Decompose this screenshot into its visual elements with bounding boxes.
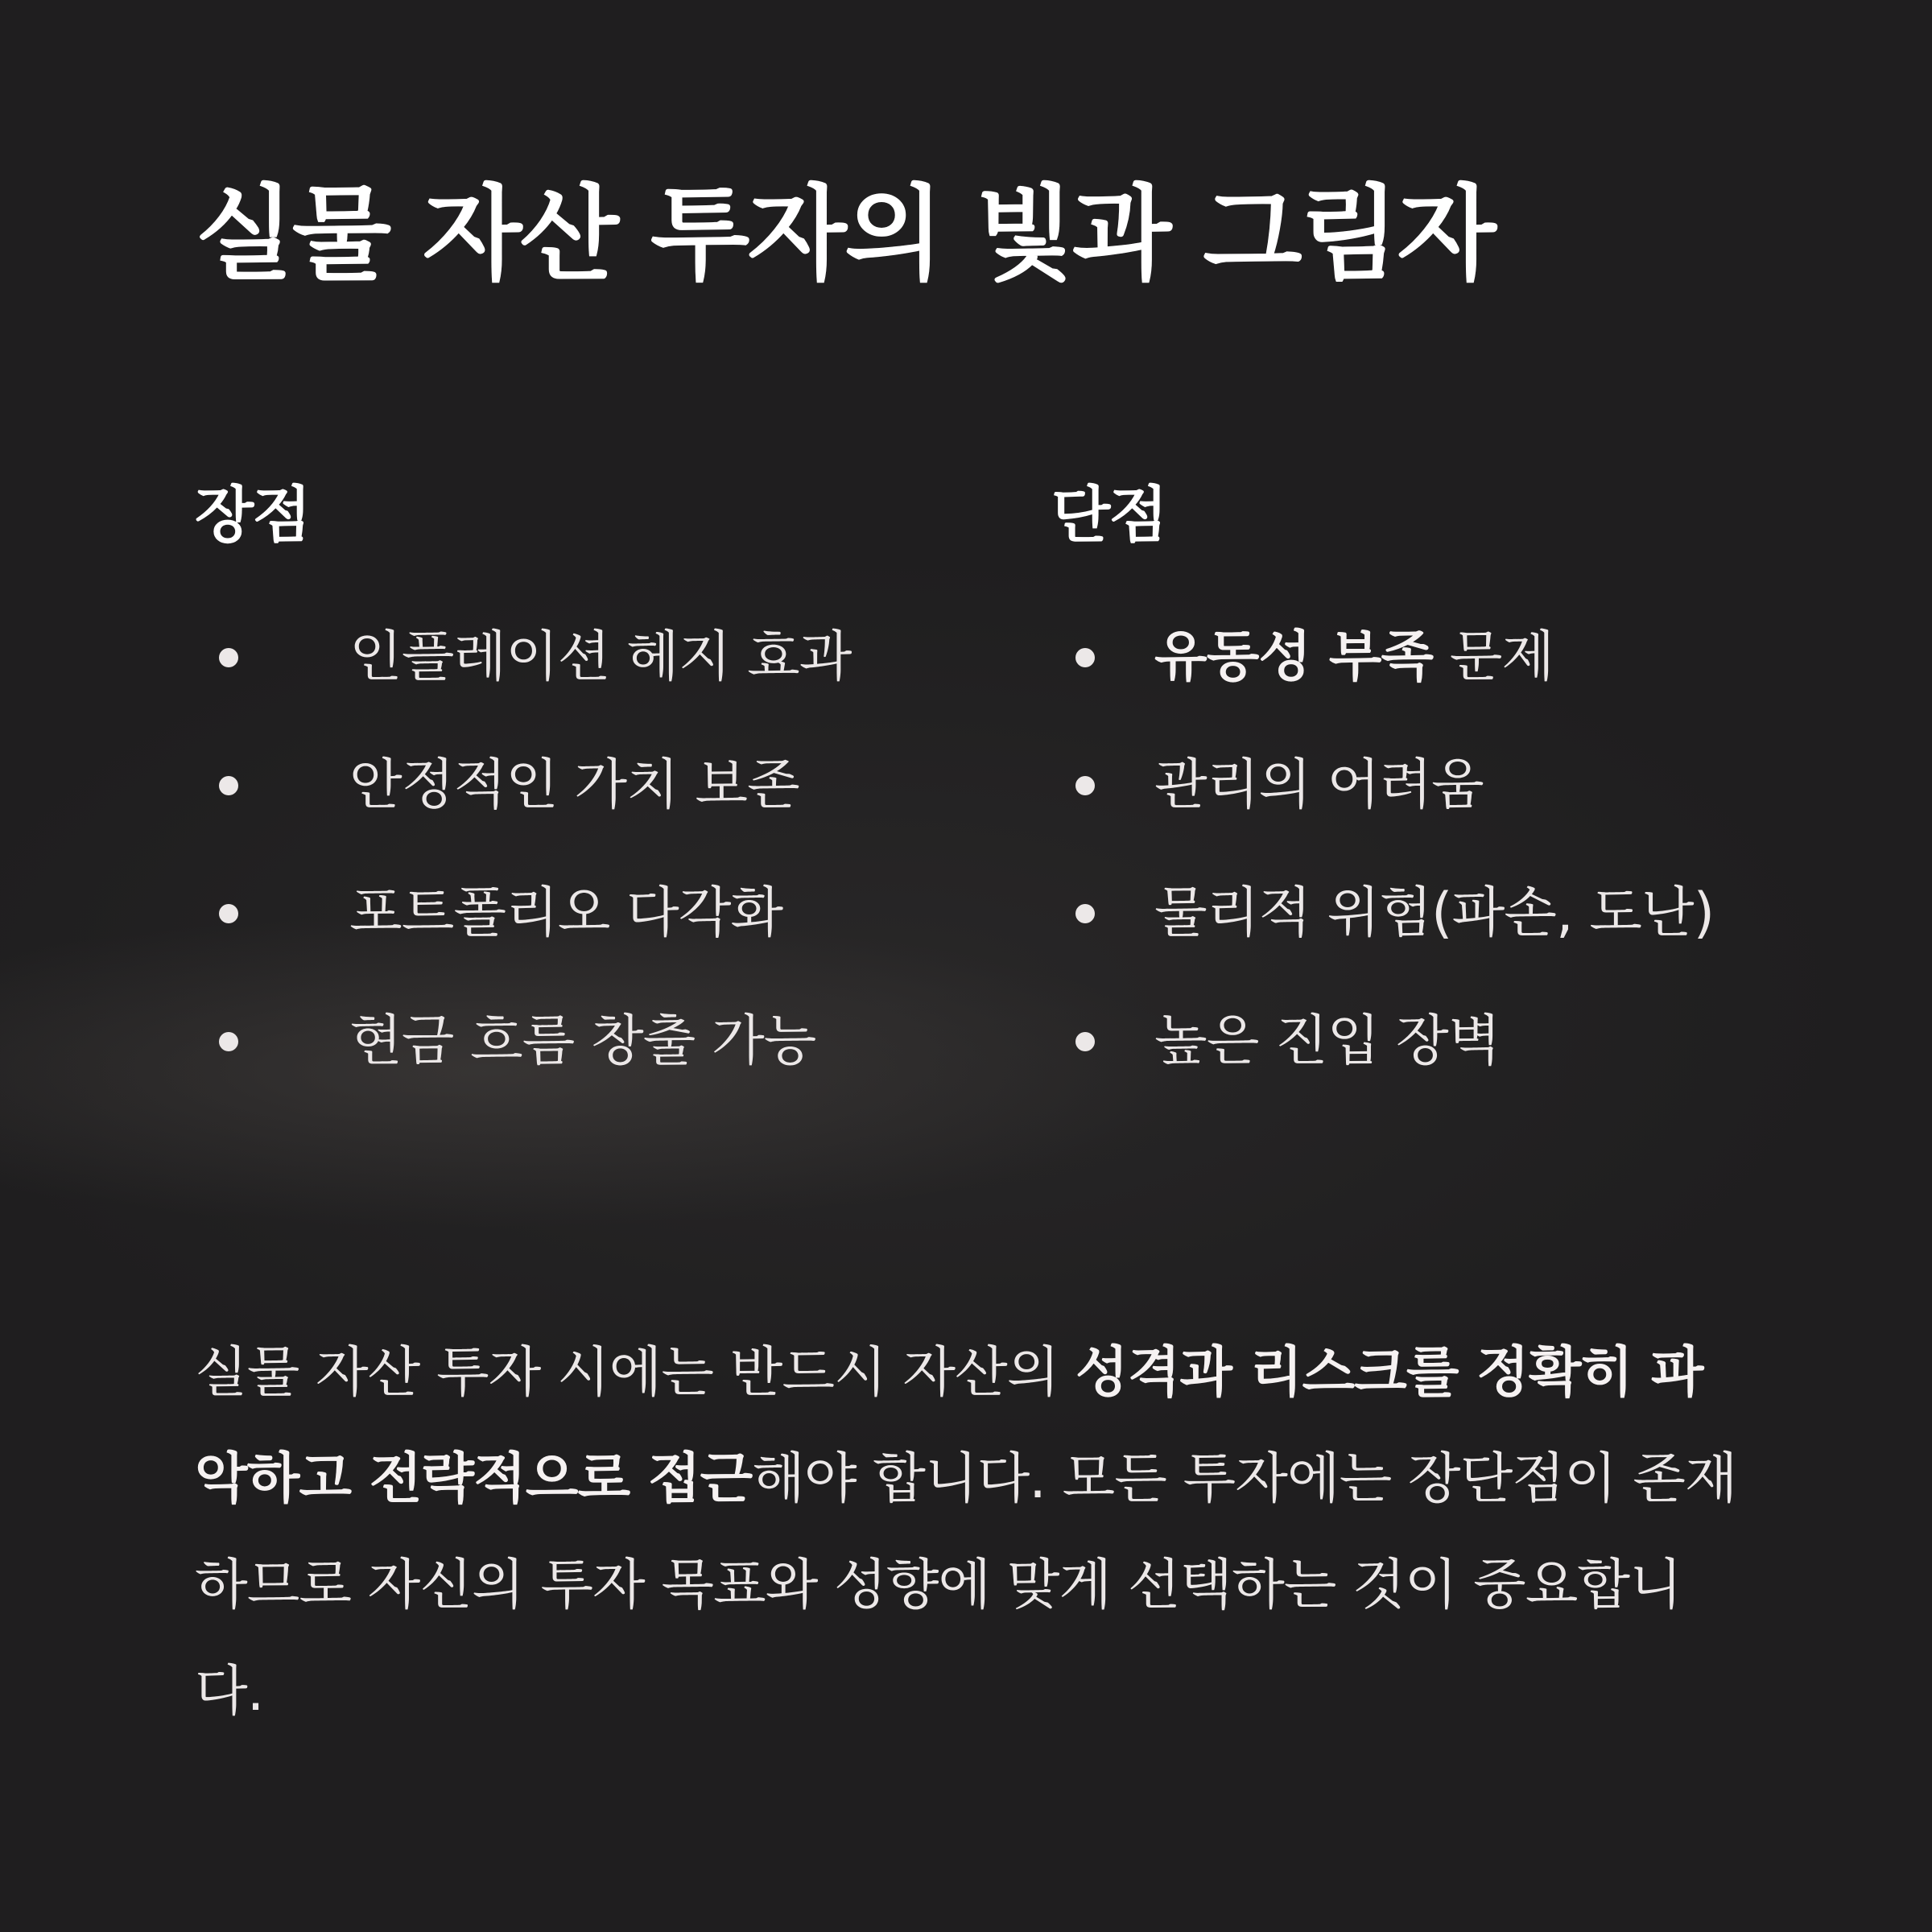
list-item (1051, 605, 1760, 710)
cons-item-text: 높은 진입 장벽 (1154, 1009, 1501, 1073)
pros-item-text: 안정적인 가치 보존 (349, 753, 799, 817)
pros-item-text: 인플레이션 헤지 효과 (349, 625, 852, 689)
list-item (1051, 861, 1760, 966)
summary-emphasis: 성격과 리스크를 정확히 파악하고 전략적으로 접근 (195, 1341, 1703, 1511)
cons-item-text: 관리의 어려움 (1154, 753, 1484, 817)
list-item (195, 861, 1000, 966)
pros-item-text: 포트폴리오 다각화 (349, 881, 783, 945)
list-item (1051, 989, 1760, 1094)
list-item (195, 605, 1000, 710)
cons-heading: 단점 (1051, 479, 1166, 551)
summary-text: 실물 자산 투자 시에는 반드시 자산의 (195, 1341, 1076, 1405)
bullet-icon (1075, 648, 1095, 667)
cons-item-text: 물리적 위험(파손, 도난) (1154, 881, 1715, 945)
pros-section (195, 467, 1000, 1117)
bullet-icon (1075, 776, 1095, 795)
pros-heading: 장점 (195, 479, 310, 551)
cons-list (1051, 605, 1760, 1094)
list-item (195, 989, 1000, 1094)
bullet-icon (219, 904, 238, 923)
cons-item-text: 문제 (1433, 625, 1554, 689)
bullet-icon (219, 648, 238, 667)
list-item (1051, 733, 1760, 838)
cons-item-emphasis: 유동성 부족 (1154, 625, 1434, 689)
bullet-icon (1075, 1032, 1095, 1051)
pros-list (195, 605, 1000, 1094)
bullet-icon (219, 776, 238, 795)
page-title: 실물 자산 투자의 빛과 그림자 (195, 175, 1495, 295)
pros-item-text: 현금 흐름 창출 가능 (349, 1009, 816, 1073)
list-item (195, 733, 1000, 838)
summary-text: 해야 합니다. 모든 투자에는 장단점이 존재하므로 자신의 투자 목표와 성향에 맞게 선택하는 것이 중요합니다. (195, 1447, 1737, 1724)
cons-section (1051, 467, 1760, 1117)
bullet-icon (1075, 904, 1095, 923)
bullet-icon (219, 1032, 238, 1051)
summary-paragraph (195, 1320, 1748, 1745)
